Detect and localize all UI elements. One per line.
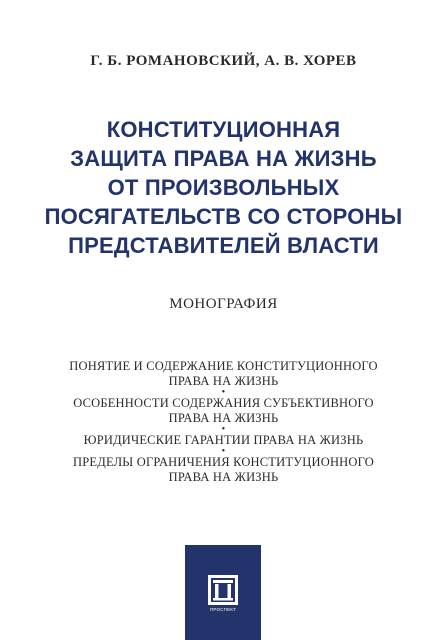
- genre-label: МОНОГРАФИЯ: [169, 296, 278, 312]
- title-line: ПОСЯГАТЕЛЬСТВ СО СТОРОНЫ: [44, 204, 403, 229]
- bullet-separator: •: [221, 387, 226, 398]
- bullet-separator: •: [221, 446, 226, 457]
- publisher-block: [185, 545, 261, 640]
- title-line: ЗАЩИТА ПРАВА НА ЖИЗНЬ: [70, 146, 377, 171]
- book-title: [0, 115, 447, 260]
- topic-item: [0, 396, 447, 426]
- topic-item: [0, 359, 447, 389]
- publisher-name: ПРОСПЕКТ: [209, 607, 237, 612]
- topic-line: ПРАВА НА ЖИЗНЬ: [168, 470, 279, 484]
- topic-line: ПРАВА НА ЖИЗНЬ: [168, 374, 279, 388]
- bullet-separator: •: [221, 424, 226, 435]
- authors: Г. Б. РОМАНОВСКИЙ, А. В. ХОРЕВ: [90, 53, 357, 69]
- topic-line: ПОНЯТИЕ И СОДЕРЖАНИЕ КОНСТИТУЦИОННОГО: [69, 359, 378, 373]
- topic-line: ОСОБЕННОСТИ СОДЕРЖАНИЯ СУБЪЕКТИВНОГО: [73, 396, 374, 410]
- title-line: ПРЕДСТАВИТЕЛЕЙ ВЛАСТИ: [68, 233, 379, 258]
- title-line: КОНСТИТУЦИОННАЯ: [106, 117, 341, 142]
- topic-line: ЮРИДИЧЕСКИЕ ГАРАНТИИ ПРАВА НА ЖИЗНЬ: [83, 433, 364, 447]
- topic-item: [0, 455, 447, 485]
- pillar-logo-icon: [208, 575, 238, 605]
- topics-list: [0, 359, 447, 485]
- topic-line: ПРАВА НА ЖИЗНЬ: [168, 411, 279, 425]
- topic-line: ПРЕДЕЛЫ ОГРАНИЧЕНИЯ КОНСТИТУЦИОННОГО: [73, 455, 374, 469]
- title-line: ОТ ПРОИЗВОЛЬНЫХ: [107, 175, 340, 200]
